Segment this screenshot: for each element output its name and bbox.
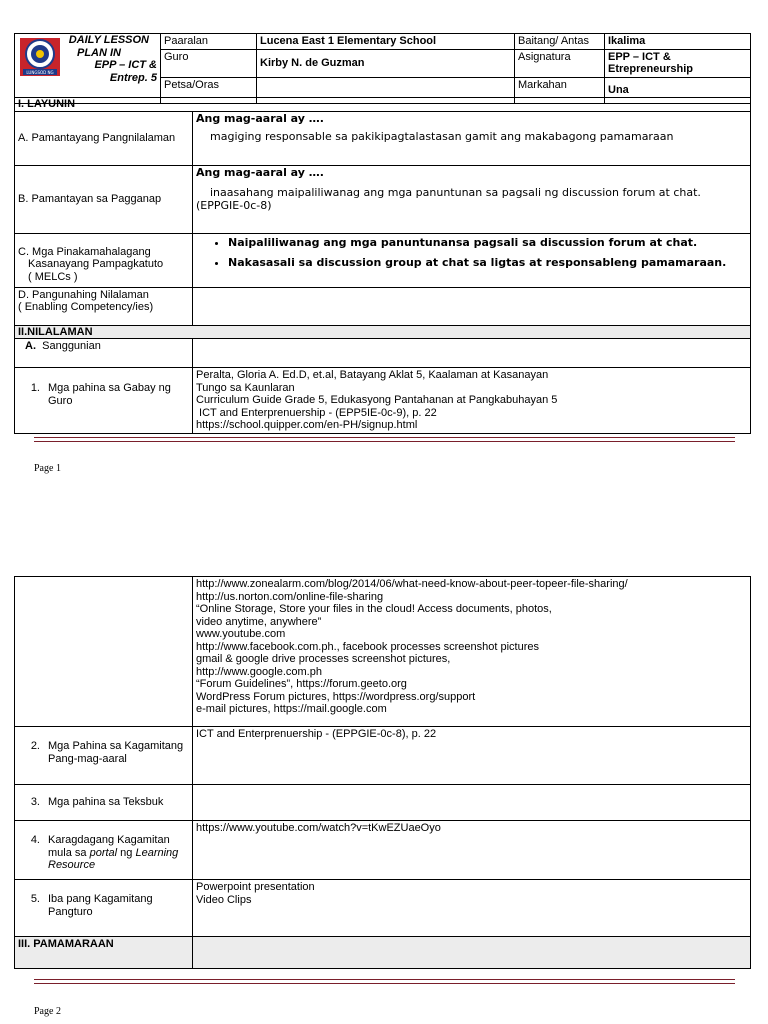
additional-materials-text: Karagdagang Kagamitan mula sa portal ng Learning Resource xyxy=(48,834,179,871)
performance-standard-cell xyxy=(193,165,751,233)
pamamaraan-value xyxy=(193,937,751,969)
performance-standard-intro: Ang mag-aaral ay …. xyxy=(196,165,324,179)
teacher-guide-refs xyxy=(193,368,751,434)
title-cell xyxy=(15,34,161,104)
additional-materials-value: https://www.youtube.com/watch?v=tKwEZUaeOyo xyxy=(193,821,751,880)
ref-line: http://www.facebook.com.ph., facebook processes screenshot pictures xyxy=(196,640,540,653)
ref-line: e-mail pictures, https://mail.google.com xyxy=(196,703,387,715)
other-materials-value xyxy=(193,880,751,937)
title-line: DAILY LESSON xyxy=(68,34,149,46)
seal-text: LUNGSOD NG xyxy=(26,70,54,75)
sanggunian-text: Sanggunian xyxy=(42,340,101,352)
page-divider xyxy=(34,979,735,984)
ref-line: video anytime, anywhere” xyxy=(196,615,322,628)
teacher-value: Kirby N. de Guzman xyxy=(257,49,515,77)
ref-line: www.youtube.com xyxy=(196,628,286,640)
enabling-label-line: ( Enabling Competency/ies) xyxy=(18,301,154,313)
learner-materials-label xyxy=(15,727,193,785)
layunin-heading: I. LAYUNIN xyxy=(15,98,751,112)
teacher-guide-continued-label xyxy=(15,577,193,727)
quarter-label: Markahan xyxy=(515,77,605,103)
pamamaraan-heading: III. PAMAMARAAN xyxy=(15,937,193,969)
page-divider xyxy=(34,437,735,442)
learner-materials-text: Mga Pahina sa Kagamitang Pang-mag-aaral xyxy=(48,740,184,765)
content-standard-label: A. Pamantayang Pangnilalaman xyxy=(15,111,193,165)
melc-label-line: ( MELCs ) xyxy=(28,270,78,283)
ref-line: Tungo sa Kaunlaran xyxy=(196,381,295,394)
learner-materials-value: ICT and Enterprenuership - (EPPGIE-0c-8), p. 22 xyxy=(193,727,751,785)
sanggunian-label xyxy=(15,339,193,368)
textbook-pages-value xyxy=(193,785,751,821)
quarter-value: Una xyxy=(605,77,751,103)
sanggunian-value xyxy=(193,339,751,368)
additional-materials-label xyxy=(15,821,193,880)
school-value: Lucena East 1 Elementary School xyxy=(257,34,515,50)
melc-item: • Naipaliliwanag ang mga panuntunansa pagsali sa discussion forum at chat. xyxy=(228,237,747,250)
enabling-competency-label xyxy=(15,287,193,325)
melc-label-line: Kasanayang Pampagkatuto xyxy=(28,258,164,271)
content-standard-intro: Ang mag-aaral ay …. xyxy=(196,111,324,125)
teacher-guide-continued-refs xyxy=(193,577,751,727)
other-materials-text: Iba pang Kagamitang Pangturo xyxy=(48,893,153,918)
ref-line: gmail & google drive processes screenshot pictures, xyxy=(196,653,451,665)
item-number: 4. xyxy=(30,834,40,846)
deped-seal-icon xyxy=(19,37,61,77)
sanggunian-letter: A. xyxy=(25,340,36,352)
other-materials-label xyxy=(15,880,193,937)
grade-label: Baitang/ Antas xyxy=(515,34,605,50)
teacher-label: Guro xyxy=(161,49,257,77)
ref-line: http://us.norton.com/online-file-sharing xyxy=(196,590,384,603)
ref-line: Curriculum Guide Grade 5, Edukasyong Pantahanan at Pangkabuhayan 5 xyxy=(196,394,558,406)
item-number: 1. xyxy=(30,382,40,394)
ref-line: Peralta, Gloria A. Ed.D, et.al, Batayang Aklat 5, Kaalaman at Kasanayan xyxy=(196,369,549,381)
title-line: Entrep. 5 xyxy=(109,71,157,84)
melc-label xyxy=(15,233,193,287)
header-table xyxy=(14,33,751,104)
title-line: PLAN IN xyxy=(77,46,121,59)
lesson-plan-title xyxy=(69,34,157,84)
material-line: Video Clips xyxy=(196,893,252,906)
enabling-label-line: D. Pangunahing Nilalaman xyxy=(18,288,149,301)
material-line: Powerpoint presentation xyxy=(196,881,315,893)
melc-item: • Nakasasali sa discussion group at chat sa ligtas at responsableng pamamaraan. xyxy=(228,257,747,270)
teacher-guide-text: Mga pahina sa Gabay ng Guro xyxy=(48,382,171,407)
teacher-guide-label xyxy=(15,368,193,434)
item-number: 3. xyxy=(30,796,40,809)
ref-line: http://www.zonealarm.com/blog/2014/06/what-need-know-about-peer-topeer-file-sharing/ xyxy=(196,578,628,590)
content-standard-text: magiging responsable sa pakikipagtalastasan gamit ang makabagong pamamaraan xyxy=(210,130,674,143)
resources-table xyxy=(14,576,751,969)
ref-line: “Online Storage, Store your files in the cloud! Access documents, photos, xyxy=(196,603,552,615)
nilalaman-heading: II.NILALAMAN xyxy=(15,325,751,339)
grade-value: Ikalima xyxy=(605,34,751,50)
item-number: 2. xyxy=(30,740,40,752)
textbook-pages-label xyxy=(15,785,193,821)
school-label: Paaralan xyxy=(161,34,257,50)
ref-line: ICT and Enterprenuership - (EPP5IE-0c-9), p. 22 xyxy=(196,406,437,419)
textbook-pages-text: Mga pahina sa Teksbuk xyxy=(48,796,164,809)
date-label: Petsa/Oras xyxy=(161,77,257,103)
performance-standard-text: inaasahang maipaliliwanag ang mga panuntunan sa pagsali ng discussion forum at chat. xyxy=(210,186,701,199)
enabling-competency-value xyxy=(193,287,751,325)
performance-standard-label: B. Pamantayan sa Pagganap xyxy=(15,165,193,233)
ref-line: http://www.google.com.ph xyxy=(196,665,322,678)
page-number: Page 1 xyxy=(34,463,61,474)
subject-value: EPP – ICT & Etrepreneurship xyxy=(605,49,751,77)
title-line: EPP – ICT & xyxy=(94,59,157,71)
subject-label: Asignatura xyxy=(515,49,605,77)
ref-line: WordPress Forum pictures, https://wordpress.org/support xyxy=(196,690,476,703)
melc-list xyxy=(196,237,747,270)
objectives-table xyxy=(14,97,751,434)
ref-line: https://school.quipper.com/en-PH/signup.html xyxy=(196,419,418,431)
melc-cell xyxy=(193,233,751,287)
item-number: 5. xyxy=(30,893,40,905)
performance-standard-code: (EPPGIE-0c-8) xyxy=(196,198,272,212)
ref-line: “Forum Guidelines”, https://forum.geeto.org xyxy=(196,678,407,690)
page-number: Page 2 xyxy=(34,1006,61,1017)
melc-label-line: C. Mga Pinakamahalagang xyxy=(18,245,151,258)
content-standard-cell xyxy=(193,111,751,165)
